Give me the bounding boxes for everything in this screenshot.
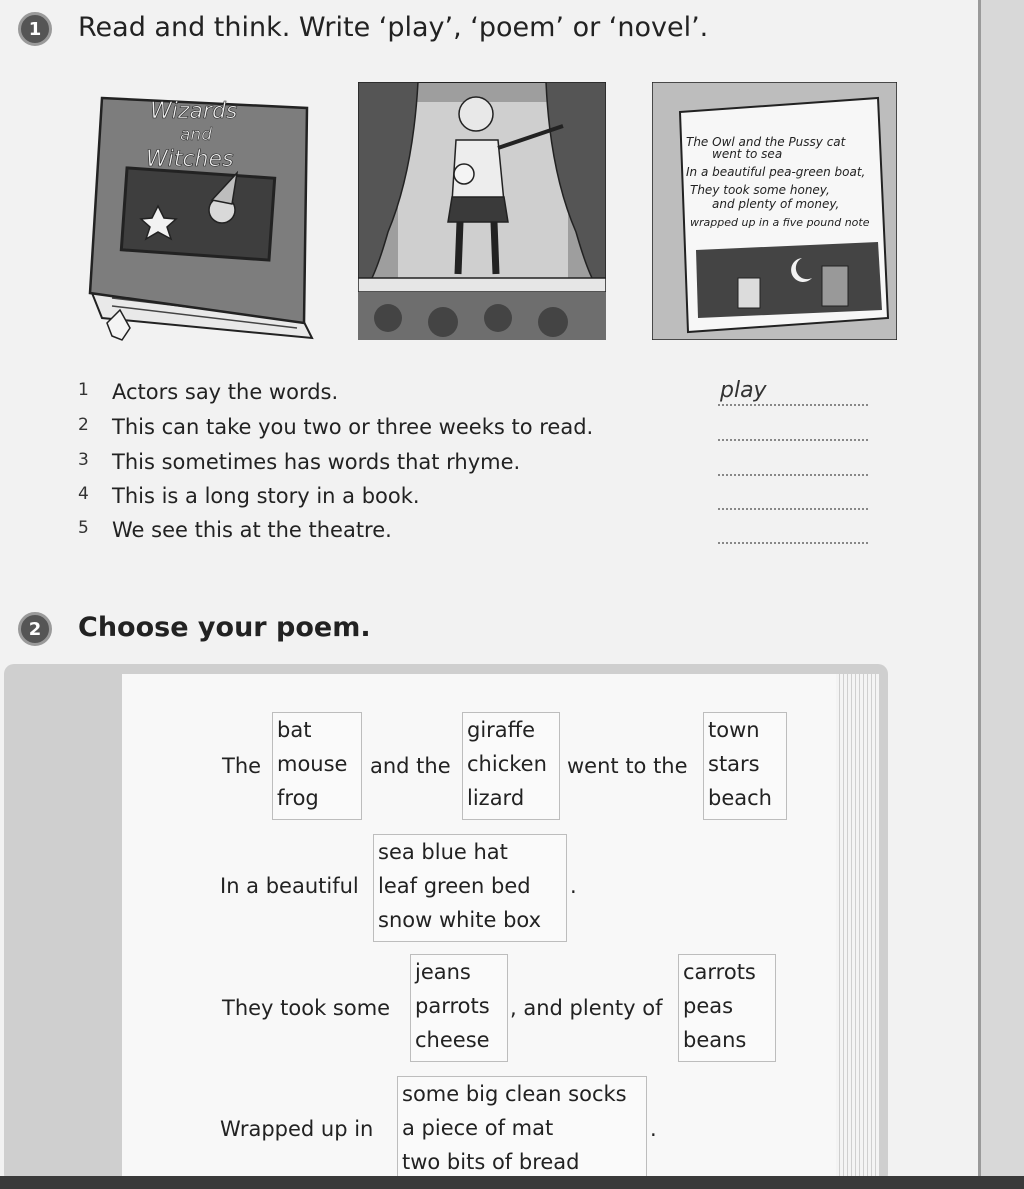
answer-line[interactable] [718,508,868,510]
poem-fragment: Wrapped up in [220,1117,374,1141]
poem-fragment: went to the [567,754,688,778]
word-choice-box [373,834,567,942]
exercise-2-number: 2 [28,618,42,640]
theatre-stage-illustration [358,82,606,340]
poem-fragment: . [570,874,577,898]
poem-fragment: . [650,1117,657,1141]
book-title-line-1: Wizards [150,99,238,124]
word-choice-box [703,712,787,820]
question-text: This sometimes has words that rhyme. [112,450,521,474]
word-choice-box [397,1076,647,1180]
bottom-bar [0,1176,1024,1189]
poem-card-line-6: wrapped up in a five pound note [690,216,870,229]
exercise-1-title: Read and think. Write ‘play’, ‘poem’ or ‘novel’. [78,12,709,43]
poem-card-line-5: and plenty of money, [712,197,840,211]
poem-fragment: In a beautiful [220,874,359,898]
poem-fragment: , and plenty of [510,996,663,1020]
word-option[interactable]: parrots [415,994,490,1018]
question-row [78,450,878,484]
word-option[interactable]: jeans [415,960,471,984]
word-choice-box [462,712,560,820]
word-choice-box [410,954,508,1062]
question-text: This is a long story in a book. [112,484,420,508]
word-option[interactable]: carrots [683,960,756,984]
poem-card-line-3: In a beautiful pea-green boat, [686,165,866,179]
question-number: 2 [78,415,89,435]
word-option[interactable]: town [708,718,760,742]
word-option[interactable]: stars [708,752,760,776]
word-option[interactable]: peas [683,994,734,1018]
exercise-1-badge [18,12,52,46]
answer-line[interactable] [718,474,868,476]
poem-card-line-4: They took some honey, [690,183,830,197]
question-row [78,380,878,414]
question-number: 1 [78,380,89,400]
page-edge [978,0,1024,1189]
poem-fragment: and the [370,754,451,778]
question-number: 4 [78,484,89,504]
question-row [78,518,878,552]
word-choice-box [678,954,776,1062]
word-option[interactable]: beach [708,786,772,810]
word-option[interactable]: mouse [277,752,348,776]
question-text: This can take you two or three weeks to read. [112,415,594,439]
book-title-line-3: Witches [146,147,234,172]
book-title-line-2: and [180,125,212,145]
poem-fragment: They took some [222,996,391,1020]
question-text: Actors say the words. [112,380,339,404]
answer-text[interactable]: play [720,378,767,403]
word-option[interactable]: snow white box [378,908,542,932]
word-option[interactable]: beans [683,1028,747,1052]
exercise-2-title: Choose your poem. [78,612,371,643]
answer-line[interactable] [718,404,868,406]
word-option[interactable]: frog [277,786,319,810]
poem-card-illustration [652,82,897,340]
word-option[interactable]: lizard [467,786,525,810]
word-option[interactable]: leaf green bed [378,874,531,898]
question-number: 5 [78,518,89,538]
word-option[interactable]: two bits of bread [402,1150,580,1174]
word-option[interactable]: some big clean socks [402,1082,627,1106]
answer-line[interactable] [718,542,868,544]
question-row [78,484,878,518]
word-option[interactable]: sea blue hat [378,840,508,864]
poem-fragment: The [222,754,262,778]
question-number: 3 [78,450,89,470]
poem-card-line-2: went to sea [712,147,783,161]
novel-book-illustration [72,78,322,348]
word-option[interactable]: cheese [415,1028,490,1052]
word-option[interactable]: giraffe [467,718,536,742]
word-option[interactable]: bat [277,718,312,742]
exercise-1-number: 1 [28,18,42,40]
question-row [78,415,878,449]
question-text: We see this at the theatre. [112,518,392,542]
poem-page-edges [836,674,880,1179]
poem-card-line-1: The Owl and the Pussy cat [686,135,846,149]
exercise-2-badge [18,612,52,646]
word-choice-box [272,712,362,820]
word-option[interactable]: chicken [467,752,547,776]
answer-line[interactable] [718,439,868,441]
word-option[interactable]: a piece of mat [402,1116,554,1140]
